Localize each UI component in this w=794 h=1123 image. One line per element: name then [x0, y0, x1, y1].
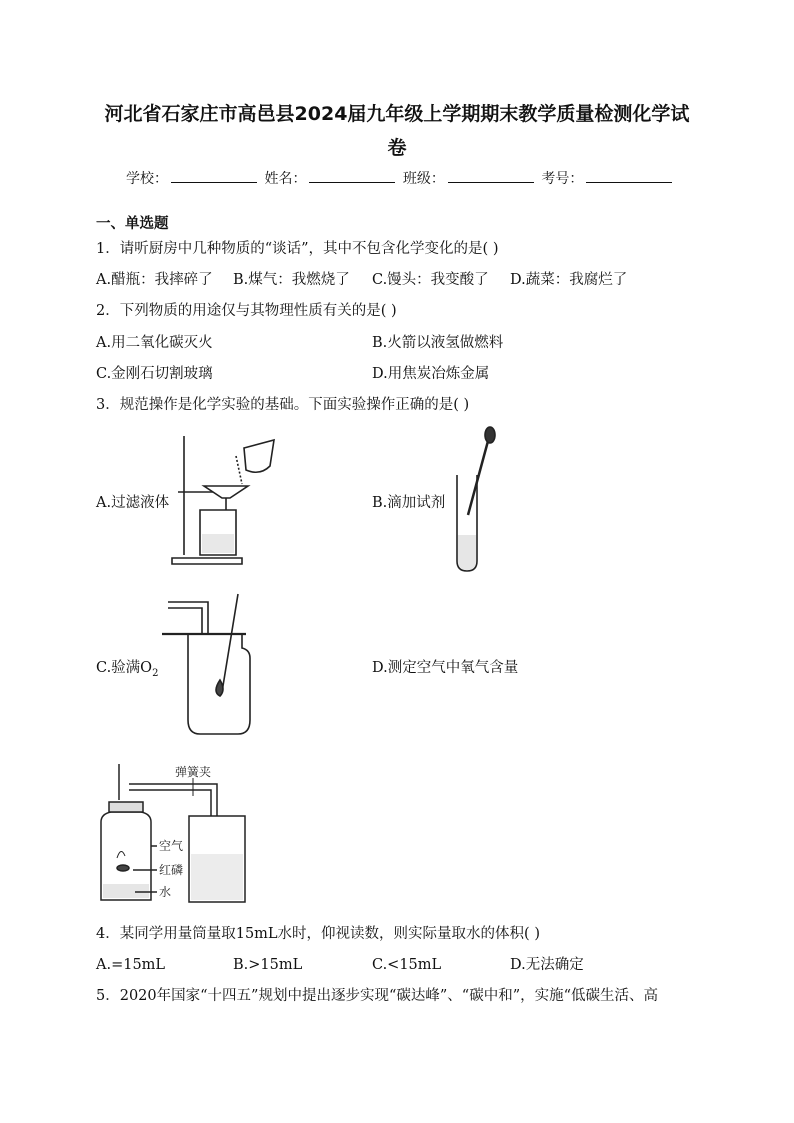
- q5-stem: 5．2020年国家“十四五”规划中提出逐步实现“碳达峰”、“碳中和”，实施“低碳生活、高: [96, 988, 659, 1004]
- phosphorus-label: 红磷: [159, 863, 184, 877]
- q2-option-b: B.火箭以液氢做燃料: [372, 335, 504, 351]
- dropper-tube: [468, 441, 488, 515]
- q1-option-d: D.蔬菜：我腐烂了: [510, 272, 628, 288]
- student-info-line: [126, 169, 675, 189]
- q4-option-b: B.>15mL: [233, 957, 303, 973]
- name-label: 姓名：: [264, 171, 307, 187]
- stand-base: [172, 558, 242, 564]
- exam-title-line1: 河北省石家庄市高邑县2024届九年级上学期期末教学质量检测化学试: [104, 103, 690, 125]
- q1-option-c: C.馒头：我变酸了: [372, 272, 489, 288]
- q2-option-d: D.用焦炭冶炼金属: [372, 366, 490, 382]
- water-label: 水: [159, 885, 172, 899]
- exam-no-label: 考号：: [541, 171, 584, 187]
- q2-stem: 2．下列物质的用途仅与其物理性质有关的是( ): [96, 303, 397, 319]
- exam-title-line2: 卷: [387, 137, 407, 159]
- q3-option-a: A.过滤液体: [96, 495, 170, 511]
- air-label: 空气: [159, 839, 184, 853]
- q2-option-c: C.金刚石切割玻璃: [96, 366, 213, 382]
- school-label: 学校：: [126, 171, 168, 187]
- q4-stem: 4．某同学用量筒量取15mL水时，仰视读数，则实际量取水的体积( ): [96, 926, 540, 942]
- school-blank[interactable]: [171, 169, 257, 183]
- q4-option-a: A.=15mL: [96, 957, 166, 973]
- q4-option-c: C.<15mL: [372, 957, 442, 973]
- q1-option-b: B.煤气：我燃烧了: [233, 272, 350, 288]
- pouring-beaker: [244, 440, 274, 472]
- red-phosphorus: [117, 865, 129, 871]
- exam-no-blank[interactable]: [586, 169, 672, 183]
- stopper: [109, 802, 143, 812]
- clamp-label: 弹簧夹: [175, 765, 212, 779]
- dropper-bulb: [485, 427, 495, 443]
- oxygen-content-diagram: [95, 760, 255, 910]
- class-label: 班级：: [402, 171, 445, 187]
- q2-option-a: A.用二氧化碳灭火: [96, 335, 213, 351]
- section-title: 一、单选题: [96, 216, 169, 232]
- q3-stem: 3．规范操作是化学实验的基础。下面实验操作正确的是( ): [96, 397, 470, 413]
- q1-stem: 1．请听厨房中几种物质的“谈话”，其中不包含化学变化的是( ): [96, 241, 499, 257]
- q3-option-c: C.验满$O_2$: [96, 660, 159, 679]
- q3-option-d: D.测定空气中氧气含量: [372, 660, 519, 676]
- q1-option-a: A.醋瓶：我摔碎了: [96, 272, 213, 288]
- q3-option-b: B.滴加试剂: [372, 495, 446, 511]
- name-blank[interactable]: [309, 169, 395, 183]
- class-blank[interactable]: [448, 169, 534, 183]
- dropper-diagram: [450, 425, 500, 575]
- o2-fullness-diagram: [160, 588, 256, 740]
- filtration-diagram: [170, 430, 282, 570]
- q4-option-d: D.无法确定: [510, 957, 584, 973]
